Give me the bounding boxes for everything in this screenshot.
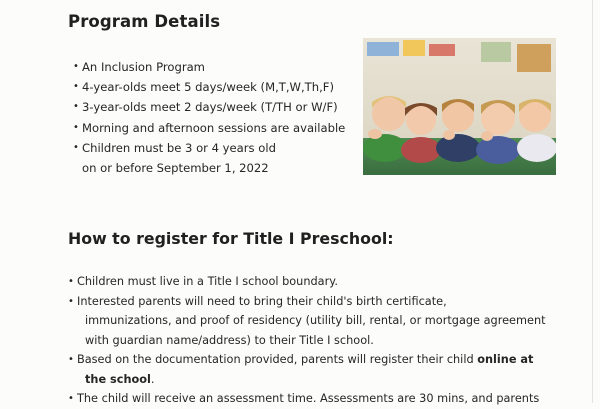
list-item-text: Based on the documentation provided, parents will register their child bbox=[77, 353, 478, 366]
list-item-continuation: with guardian name/address) to their Title I school. bbox=[85, 333, 374, 347]
emphasis-text: online at bbox=[477, 353, 534, 366]
emphasis-text: the school bbox=[85, 372, 151, 386]
list-item-continuation: on or before September 1, 2022 bbox=[82, 161, 269, 176]
list-item-text: Interested parents will need to bring their child's birth certificate, bbox=[77, 294, 447, 308]
register-list bbox=[68, 272, 588, 409]
program-details-heading: Program Details bbox=[68, 12, 221, 31]
list-item-text: . bbox=[150, 372, 155, 386]
list-item-continuation: immunizations, and proof of residency (utility bill, rental, or mortgage agreement bbox=[85, 314, 546, 327]
list-item-continuation bbox=[77, 370, 588, 390]
list-item: • 3-year-olds meet 2 days/week (T/TH or W/F) bbox=[73, 97, 363, 117]
list-item bbox=[73, 138, 363, 178]
list-item: • 4-year-olds meet 5 days/week (M,T,W,Th,F) bbox=[73, 77, 363, 97]
list-item: • Children must live in a Title I school boundary. bbox=[68, 272, 588, 292]
list-item-text: Children must be 3 or 4 years old bbox=[82, 140, 276, 155]
list-item: • An Inclusion Program bbox=[73, 57, 363, 77]
list-item bbox=[68, 292, 588, 351]
page-edge-divider bbox=[592, 0, 593, 403]
preschool-children-photo bbox=[363, 38, 556, 175]
photo-illustration bbox=[363, 38, 556, 175]
register-heading: How to register for Title I Preschool: bbox=[68, 229, 394, 248]
list-item: • Morning and afternoon sessions are available bbox=[73, 118, 363, 138]
list-item bbox=[68, 350, 588, 389]
list-item: • The child will receive an assessment time. Assessments are 30 mins, and parents bbox=[68, 389, 588, 409]
program-details-list bbox=[73, 57, 363, 178]
